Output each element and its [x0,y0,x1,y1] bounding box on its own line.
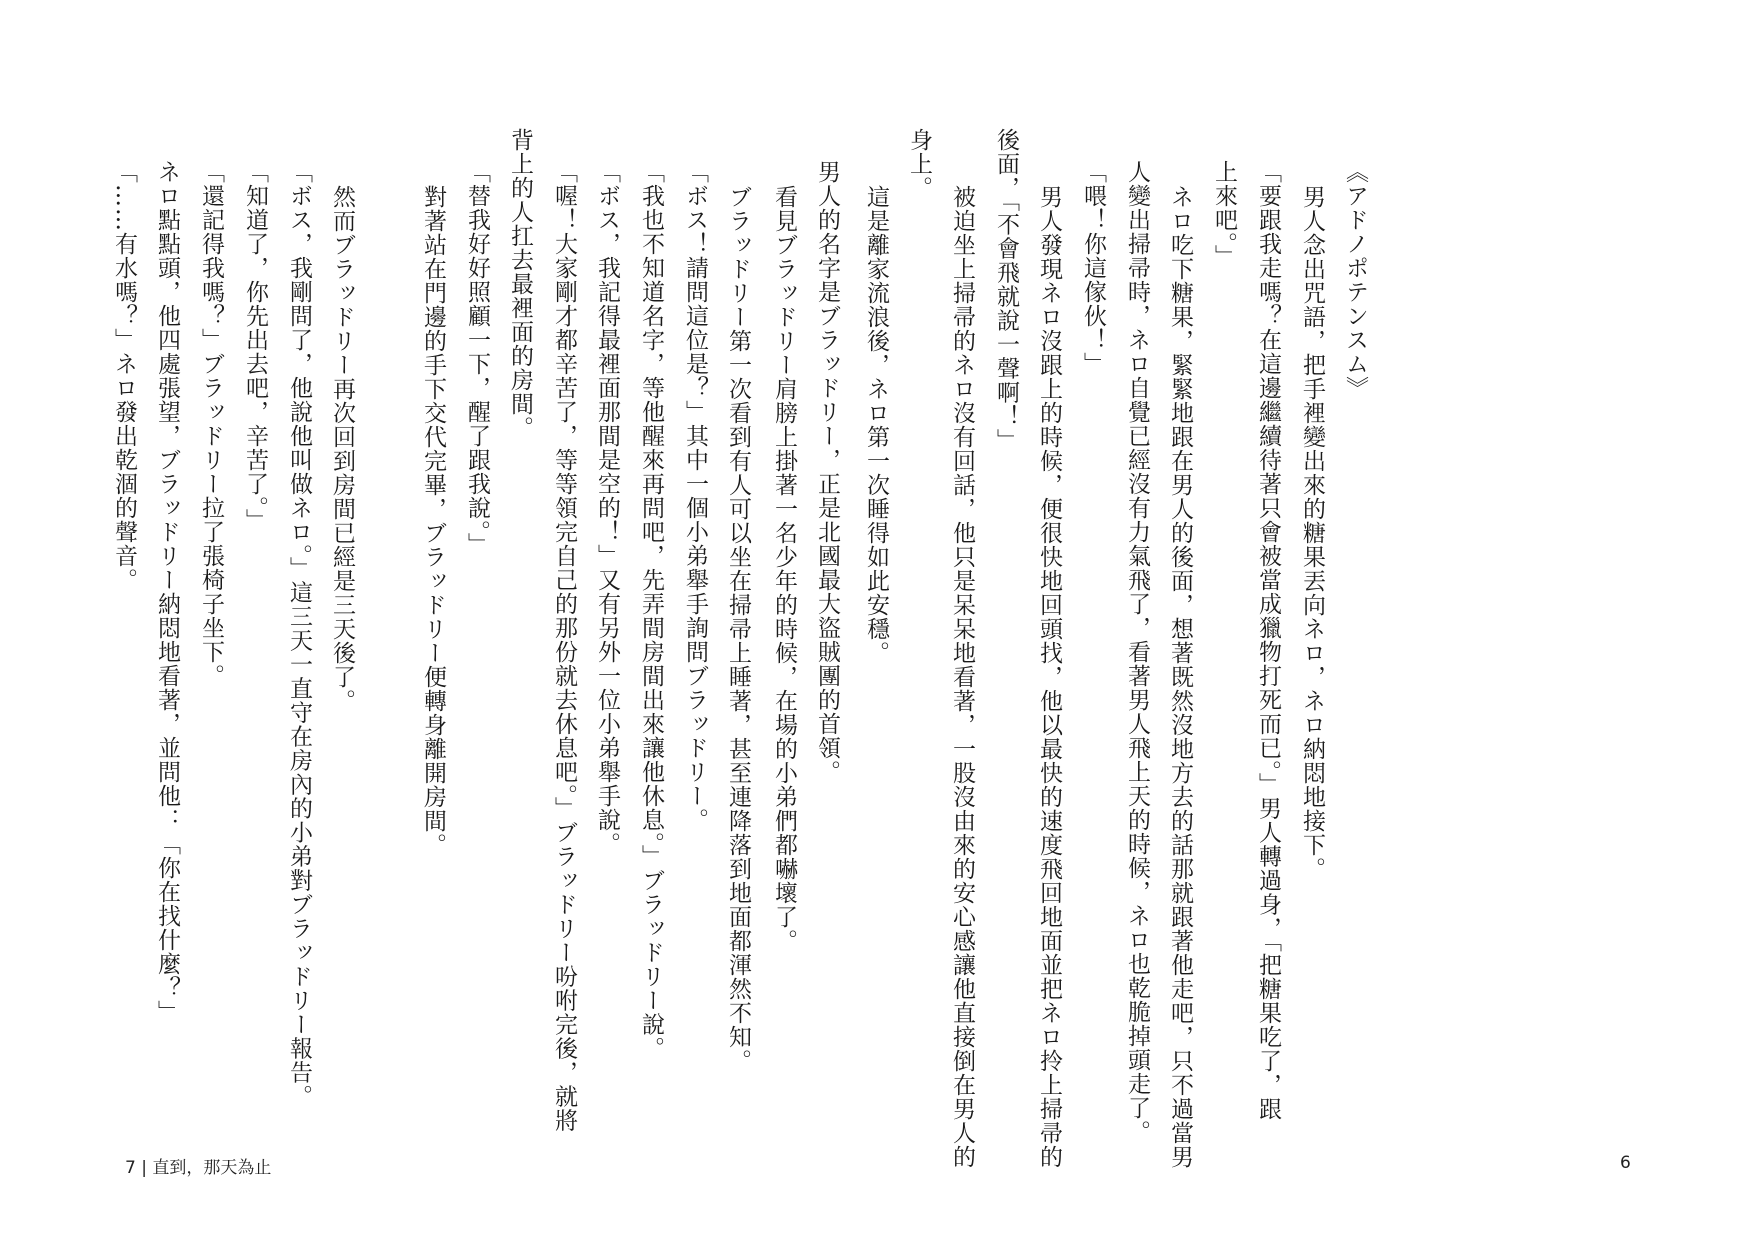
text-line: 「我也不知道名字，等他醒來再問吧，先弄間房間出來讓他休息。」ブラッドリー說。 [638,160,664,1061]
text-line: 上來吧。」 [1211,160,1237,269]
page-number: 6 [1620,1153,1631,1173]
text-line: 「替我好好照顧一下，醒了跟我說。」 [464,160,490,557]
text-line: 男人發現ネロ沒跟上的時候，便很快地回頭找，他以最快的速度飛回地面並把ネロ拎上掃帚的 [1036,185,1062,1169]
text-line: 「知道了，你先出去吧，辛苦了。」 [242,160,268,533]
text-line: 「ボス，我剛問了，他說他叫做ネロ。」這三天一直守在房內的小弟對ブラッドリー報告。 [286,160,312,1109]
text-line: 後面，「不會飛就說一聲啊！」 [993,128,1019,453]
text-line: ブラッドリー第一次看到有人可以坐在掃帚上睡著，甚至連降落到地面都渾然不知。 [725,185,751,1073]
text-line: 對著站在門邊的手下交代完畢，ブラッドリー便轉身離開房間。 [420,185,446,857]
text-line: 「ボス，我記得最裡面那間是空的！」又有另外一位小弟舉手說。 [594,160,620,856]
left-page [0,0,874,1241]
right-page [771,0,1749,1241]
text-line: 這是離家流浪後，ネロ第一次睡得如此安穩。 [863,185,889,665]
text-line: ネロ吃下糖果，緊緊地跟在男人的後面，想著既然沒地方去的話那就跟著他走吧，只不過當男 [1167,185,1193,1169]
running-footer: 7 | 直到，那天為止 [125,1158,272,1178]
text-line: 「ボス！請問這位是？」其中一個小弟舉手詢問ブラッドリー。 [682,160,708,832]
text-line: 人變出掃帚時，ネロ自覺已經沒有力氣飛了，看著男人飛上天的時候，ネロ也乾脆掉頭走了。 [1124,160,1150,1144]
text-line: 然而ブラッドリー再次回到房間已經是三天後了。 [329,185,355,713]
text-line: 「還記得我嗎？」ブラッドリー拉了張椅子坐下。 [198,160,224,688]
text-line: 男人念出咒語，把手裡變出來的糖果丟向ネロ，ネロ納悶地接下。 [1299,185,1325,881]
text-line: ネロ點點頭，他四處張望，ブラッドリー納悶地看著，並問他：「你在找什麼？」 [154,160,180,1024]
text-line: 「喂！你這傢伙！」 [1080,160,1106,376]
text-line: 「……有水嗎？」ネロ發出乾涸的聲音。 [111,160,137,592]
text-line: 身上。 [906,128,932,200]
text-line: 男人的名字是ブラッドリー，正是北國最大盜賊團的首領。 [814,160,840,784]
text-line: 看見ブラッドリー肩膀上掛著一名少年的時候，在場的小弟們都嚇壞了。 [771,185,797,953]
text-line: 被迫坐上掃帚的ネロ沒有回話，他只是呆呆地看著，一股沒由來的安心感讓他直接倒在男人的 [949,185,975,1169]
text-line: 背上的人扛去最裡面的房間。 [507,128,533,440]
text-line: 「要跟我走嗎？在這邊繼續待著只會被當成獵物打死而已。」男人轉過身，「把糖果吃了，跟 [1255,160,1281,1121]
text-line: 《アドノポテンスム》 [1342,160,1368,400]
text-line: 「喔！大家剛才都辛苦了，等等領完自己的那份就去休息吧。」ブラッドリー吩咐完後，就將 [551,160,577,1133]
